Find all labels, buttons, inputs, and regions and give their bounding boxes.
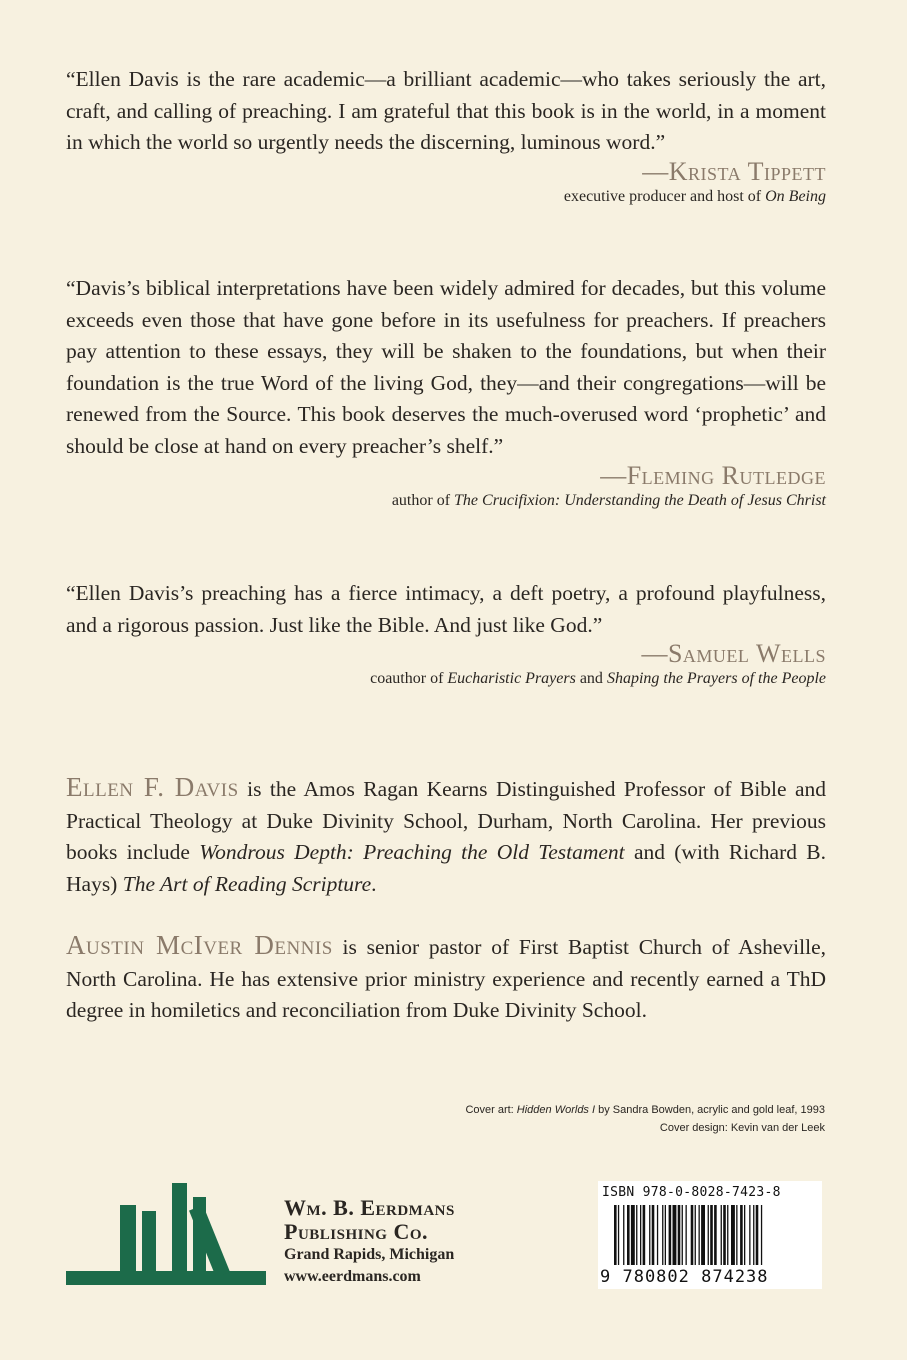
barcode-digits: 9 780802 874238 [600,1267,769,1287]
role-title: The Crucifixion: Understanding the Death of Jesus Christ [454,491,826,509]
quote-author: —Samuel Wells [641,639,826,669]
role-mid: and [575,670,607,688]
quote-author-role [66,669,826,689]
art-title: Hidden Worlds I [516,1104,596,1116]
role-prefix: executive producer and host of [563,187,766,205]
cover-credits [465,1101,825,1137]
quote-author-role [66,491,826,511]
quote-author: —Fleming Rutledge [600,460,826,490]
quote-text: “Ellen Davis’s preaching has a fierce intimacy, a deft poetry, a profound playfulness, and a rigorous passion. Just like the Bible. And just like God.” [66,581,826,637]
books-on-shelf-icon [66,1183,266,1287]
publisher-name-line-2: Publishing Co. [284,1219,429,1244]
quote-text: “Davis’s biblical interpretations have been widely admired for decades, but this volume exceeds even those that have gone before in its usefulness for preachers. If preachers pay attention to these essays, they will be shaken to the foundations, but when their foundation is the true Word of the living God, they—and their congregations—will be renewed from the Source. This book deserves the much-overused word ‘prophetic’ and should be close at hand on every preacher’s shelf.” [66,276,826,458]
bio-text: is senior pastor of First Baptist Church of Asheville, North Carolina. He has extensive prior ministry experience and recently earned a ThD degree in homiletics and reconciliation from Duke Divinity School. [66,935,826,1023]
barcode-bars-icon [614,1205,810,1269]
isbn-barcode [598,1181,822,1289]
publisher-info [284,1196,455,1288]
role-prefix: coauthor of [370,670,448,688]
cover-art-credit [465,1101,825,1119]
author-bio-2 [66,930,826,1027]
bio-book-title: The Art of Reading Scripture [122,871,372,896]
publisher-city: Grand Rapids, Michigan [284,1246,455,1263]
isbn-number: ISBN 978-0-8028-7423-8 [602,1185,781,1200]
role-title: Eucharistic Prayers [447,670,576,688]
bio-book-title: Wondrous Depth: Preaching the Old Testament [199,840,625,865]
quote-author: —Krista Tippett [642,156,826,186]
quote-3 [66,578,826,689]
author-bio-1 [66,772,826,900]
bio-text: and (with Richard B. Hays) [66,840,826,896]
bio-name: Ellen F. Davis [66,772,239,802]
quote-author-role [66,187,826,207]
role-prefix: author of [391,491,455,509]
bio-text: . [371,871,377,896]
cover-design-credit: Cover design: Kevin van der Leek [659,1122,825,1134]
publisher-name-line-1: Wm. B. Eerdmans [284,1195,455,1220]
quote-2 [66,273,826,511]
credit-prefix: Cover art: [465,1104,517,1116]
bio-text: is the Amos Ragan Kearns Distinguished Professor of Bible and Practical Theology at Duke Divinity School, Durham, North Carolina. Her previous books include [66,777,826,865]
publisher-url: www.eerdmans.com [284,1268,421,1285]
quote-1 [66,64,826,207]
quote-text: “Ellen Davis is the rare academic—a brilliant academic—who takes seriously the art, craft, and calling of preaching. I am grateful that this book is in the world, in a moment in which the world so urgently needs the discerning, luminous word.” [66,67,826,155]
credit-suffix: by Sandra Bowden, acrylic and gold leaf, 1993 [595,1104,825,1116]
role-title-2: Shaping the Prayers of the People [606,670,826,688]
role-title: On Being [765,187,826,205]
bio-name: Austin McIver Dennis [66,930,333,960]
